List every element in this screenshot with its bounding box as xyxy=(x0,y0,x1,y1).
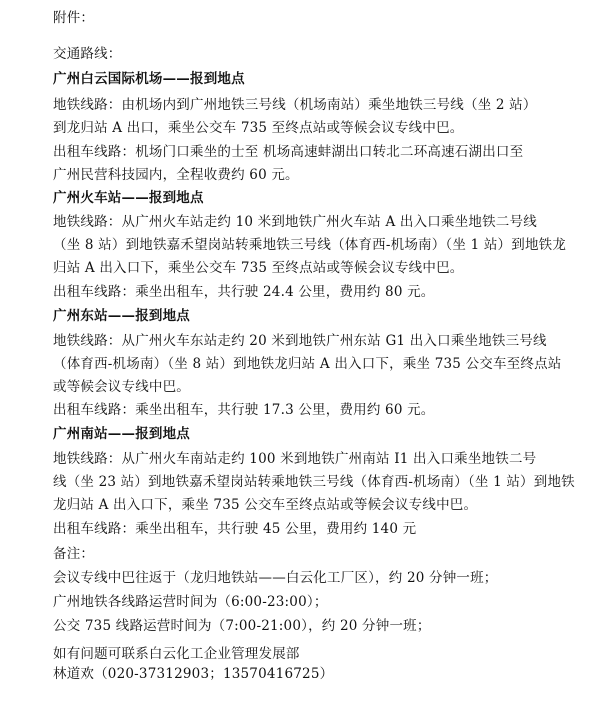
metro-text: 由机场内到广州地铁三号线（机场南站）乘坐地铁三号线（坐 2 站） xyxy=(121,97,537,113)
section-east-taxi xyxy=(53,401,435,419)
section-east-title: 广州东站——报到地点 xyxy=(53,308,190,324)
taxi-label: 出租车线路： xyxy=(53,402,136,418)
taxi-text: 乘坐出租车，共行驶 45 公里，费用约 140 元 xyxy=(135,521,417,537)
taxi-label: 出租车线路： xyxy=(53,144,136,160)
section-airport-taxi xyxy=(53,143,523,161)
metro-label: 地铁线路： xyxy=(53,451,122,467)
section-airport-metro xyxy=(53,96,537,114)
section-railway-metro xyxy=(53,213,537,231)
notes-line: 公交 735 线路运营时间为（7:00-21:00），约 20 分钟一班； xyxy=(53,618,431,634)
metro-text-continued: （体育西-机场南）（坐 8 站）到地铁龙归站 A 出入口下，乘坐 735 公交车至终点站 xyxy=(53,356,562,372)
taxi-label: 出租车线路： xyxy=(53,284,136,300)
notes-line: 广州地铁各线路运营时间为（6:00-23:00）； xyxy=(53,594,328,610)
section-south-metro xyxy=(53,450,536,468)
section-south-title: 广州南站——报到地点 xyxy=(53,426,190,442)
metro-label: 地铁线路： xyxy=(53,333,122,349)
metro-text-continued: 到龙归站 A 出口，乘坐公交车 735 至终点站或等候会议专线中巴。 xyxy=(53,120,464,136)
notes-label: 备注： xyxy=(53,546,95,562)
taxi-text: 乘坐出租车，共行驶 17.3 公里，费用约 60 元。 xyxy=(135,402,435,418)
metro-text: 从广州火车站走约 10 米到地铁广州火车站 A 出入口乘坐地铁二号线 xyxy=(121,214,537,230)
section-railway-title: 广州火车站——报到地点 xyxy=(53,190,204,206)
taxi-text: 乘坐出租车，共行驶 24.4 公里，费用约 80 元。 xyxy=(135,284,435,300)
metro-text-continued: 龙归站 A 出入口下，乘坐 735 公交车至终点站或等候会议专线中巴。 xyxy=(53,497,478,513)
section-railway-taxi xyxy=(53,283,435,301)
traffic-title: 交通路线： xyxy=(53,46,122,62)
taxi-label: 出租车线路： xyxy=(53,521,136,537)
contact-person: 林道欢（020-37312903；13570416725） xyxy=(53,666,334,682)
section-east-metro xyxy=(53,332,547,350)
attachment-label: 附件： xyxy=(53,10,95,26)
section-airport-title: 广州白云国际机场——报到地点 xyxy=(53,71,245,87)
metro-text-continued: （坐 8 站）到地铁嘉禾望岗站转乘地铁三号线（体育西-机场南）（坐 1 站）到地铁龙 xyxy=(53,237,567,253)
metro-label: 地铁线路： xyxy=(53,97,122,113)
metro-text-continued: 或等候会议专线中巴。 xyxy=(53,379,190,395)
taxi-text: 机场门口乘坐的士至 机场高速蚌湖出口转北二环高速石湖出口至 xyxy=(135,144,524,160)
taxi-text-continued: 广州民营科技园内，全程收费约 60 元。 xyxy=(53,167,299,183)
metro-text: 从广州火车南站走约 100 米到地铁广州南站 I1 出入口乘坐地铁二号 xyxy=(121,451,537,467)
metro-text-continued: 归站 A 出入口下，乘坐公交车 735 至终点站或等候会议专线中巴。 xyxy=(53,260,464,276)
contact-line: 如有问题可联系白云化工企业管理发展部 xyxy=(53,646,300,662)
metro-label: 地铁线路： xyxy=(53,214,122,230)
notes-line: 会议专线中巴往返于（龙归地铁站——白云化工厂区），约 20 分钟一班； xyxy=(53,570,498,586)
metro-text-continued: 线（坐 23 站）到地铁嘉禾望岗站转乘地铁三号线（体育西-机场南）（坐 1 站）到地铁 xyxy=(53,474,575,490)
section-south-taxi xyxy=(53,520,416,538)
metro-text: 从广州火车东站走约 20 米到地铁广州东站 G1 出入口乘坐地铁三号线 xyxy=(121,333,547,349)
